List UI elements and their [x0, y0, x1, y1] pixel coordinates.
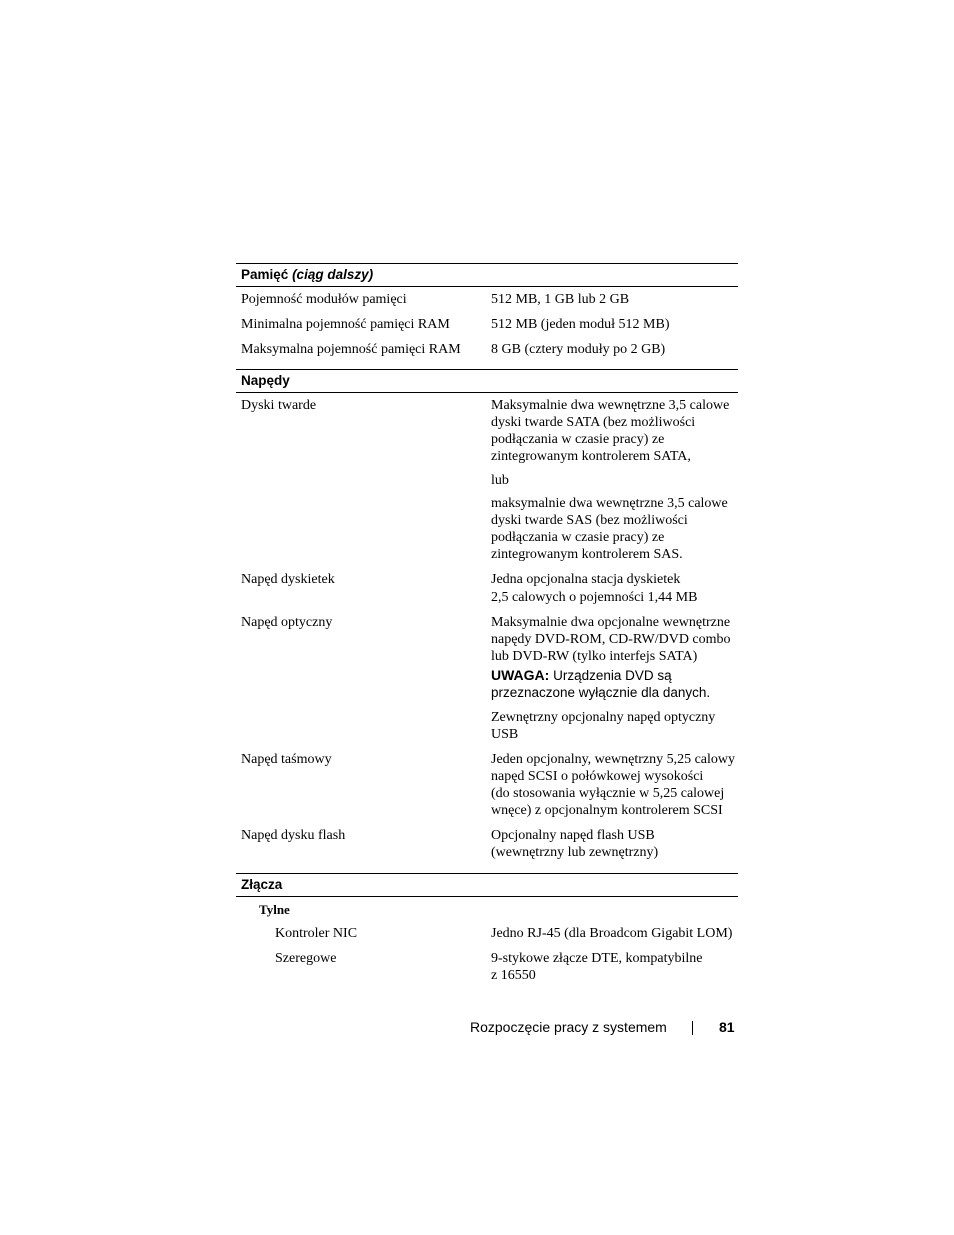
tape-value-line: (do stosowania wyłącznie w 5,25 calowej — [491, 786, 725, 801]
tape-value — [491, 751, 736, 819]
optical-value-line: Maksymalnie dwa opcjonalne wewnętrzne — [491, 615, 731, 630]
memory-module-capacity-label: Pojemność modułów pamięci — [241, 292, 407, 307]
serial-value-line: z 16550 — [491, 968, 536, 983]
floppy-label: Napęd dyskietek — [241, 572, 335, 587]
optical-usb-value — [491, 709, 736, 743]
hdd-value-line: zintegrowanym kontrolerem SAS. — [491, 547, 683, 562]
memory-min-ram-value: 512 MB (jeden moduł 512 MB) — [491, 317, 670, 332]
hdd-value-line: podłączania w czasie pracy) ze — [491, 530, 665, 545]
memory-title: Pamięć — [241, 267, 289, 282]
optical-usb-line: USB — [491, 727, 519, 742]
hdd-value-sata — [491, 397, 736, 465]
memory-max-ram-label: Maksymalna pojemność pamięci RAM — [241, 342, 461, 357]
hdd-value-sas — [491, 495, 736, 563]
nic-value: Jedno RJ-45 (dla Broadcom Gigabit LOM) — [491, 926, 733, 941]
hdd-value-line: podłączania w czasie pracy) ze — [491, 432, 665, 447]
tape-value-line: wnęce) z opcjonalnym kontrolerem SCSI — [491, 803, 723, 818]
optical-value-line: napędy DVD-ROM, CD-RW/DVD combo — [491, 632, 731, 647]
optical-value-line: lub DVD-RW (tylko interfejs SATA) — [491, 649, 698, 664]
section-header-memory — [236, 263, 738, 287]
serial-value — [491, 950, 736, 984]
footer-chapter-title: Rozpoczęcie pracy z systemem — [470, 1019, 667, 1035]
memory-max-ram-value: 8 GB (cztery moduły po 2 GB) — [491, 342, 666, 357]
optical-usb-line: Zewnętrzny opcjonalny napęd optyczny — [491, 710, 716, 725]
flash-value-line: Opcjonalny napęd flash USB — [491, 828, 655, 843]
nic-label: Kontroler NIC — [275, 926, 358, 941]
note-text: Urządzenia DVD są — [553, 668, 672, 683]
serial-value-line: 9-stykowe złącze DTE, kompatybilne — [491, 951, 703, 966]
section-header-connectors — [236, 873, 738, 897]
note-label: UWAGA: — [491, 667, 550, 683]
note-text: przeznaczone wyłącznie dla danych. — [491, 685, 711, 700]
memory-min-ram-label: Minimalna pojemność pamięci RAM — [241, 317, 450, 332]
memory-title-continued: (ciąg dalszy) — [292, 267, 374, 282]
optical-note — [491, 667, 736, 701]
connectors-title: Złącza — [241, 877, 283, 892]
hdd-value-line: zintegrowanym kontrolerem SATA, — [491, 449, 691, 464]
flash-label: Napęd dysku flash — [241, 828, 346, 843]
hdd-value-line: Maksymalnie dwa wewnętrzne 3,5 calowe — [491, 398, 730, 413]
hdd-value-line: maksymalnie dwa wewnętrzne 3,5 calowe — [491, 496, 728, 511]
tape-value-line: Jeden opcjonalny, wewnętrzny 5,25 calowy — [491, 752, 736, 767]
tape-value-line: napęd SCSI o połówkowej wysokości — [491, 769, 704, 784]
flash-value-line: (wewnętrzny lub zewnętrzny) — [491, 845, 659, 860]
serial-label: Szeregowe — [275, 951, 337, 966]
hdd-value-line: dyski twarde SATA (bez możliwości — [491, 415, 696, 430]
floppy-value-line: Jedna opcjonalna stacja dyskietek — [491, 572, 681, 587]
floppy-value-line: 2,5 calowych o pojemności 1,44 MB — [491, 590, 698, 605]
drives-title: Napędy — [241, 373, 290, 388]
page-number: 81 — [719, 1019, 735, 1035]
floppy-value — [491, 571, 736, 606]
connectors-subheading-rear: Tylne — [259, 902, 290, 917]
hdd-label: Dyski twarde — [241, 398, 317, 413]
hdd-or: lub — [491, 473, 509, 488]
flash-value — [491, 827, 736, 861]
footer-separator — [692, 1021, 693, 1035]
memory-module-capacity-value: 512 MB, 1 GB lub 2 GB — [491, 292, 630, 307]
tape-label: Napęd taśmowy — [241, 752, 332, 767]
section-header-drives — [236, 369, 738, 393]
optical-value — [491, 614, 736, 665]
hdd-value-line: dyski twarde SAS (bez możliwości — [491, 513, 688, 528]
optical-label: Napęd optyczny — [241, 615, 333, 630]
